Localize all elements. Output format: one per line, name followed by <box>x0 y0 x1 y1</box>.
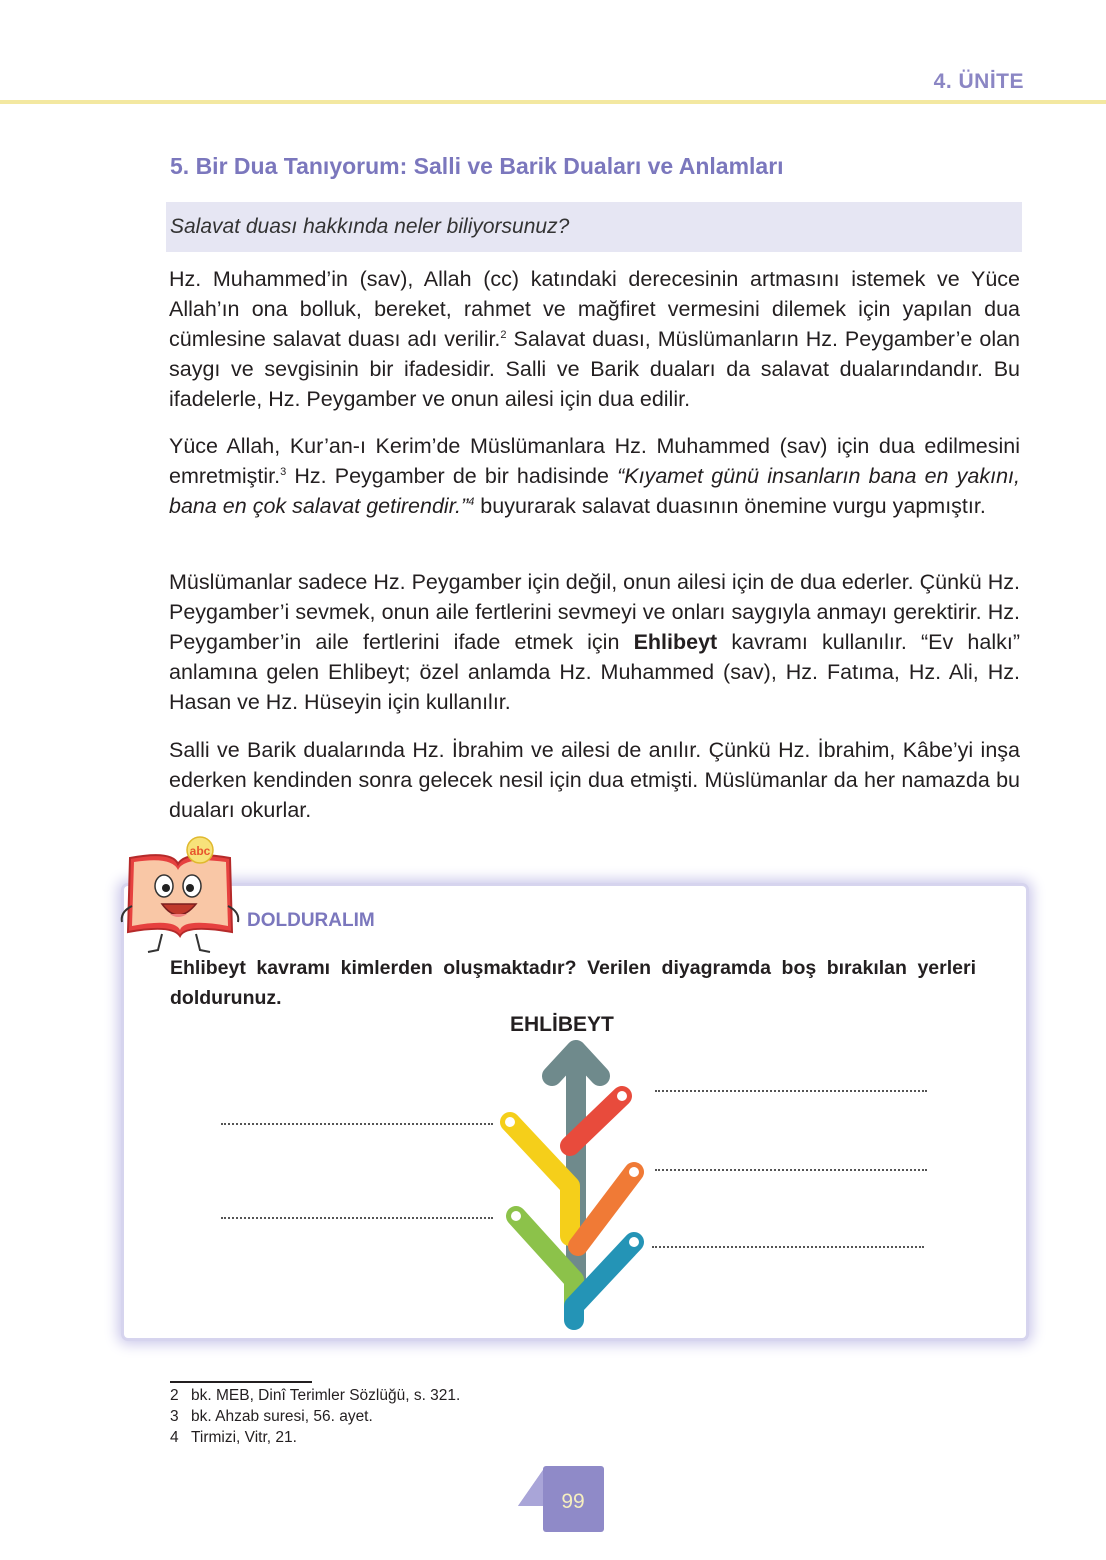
branch-blue-node <box>629 1237 639 1247</box>
paragraph-3-text-b: kavramı kullanılır. “Ev halkı” anlamına gelen Ehlibeyt; özel anlamda Hz. Muhammed (sav), Hz. Fatıma, Hz. Ali, Hz. Hasan ve Hz. Hüseyin için kullanılır. <box>169 630 1020 714</box>
branch-green-node <box>511 1211 521 1221</box>
footnote-item: 4 Tirmizi, Vitr, 21. <box>170 1429 297 1446</box>
paragraph-1-text-b: Salavat duası, Müslümanların Hz. Peygamber’e olan saygı ve sevgisinin bir ifadesidir. Salli ve Barik duaları da salavat dualarındandır. Bu ifadelerle, Hz. Peygamber ve onun ailesi için dua edilir. <box>169 327 1021 411</box>
ehlibeyt-tree-diagram <box>490 1036 650 1336</box>
branch-orange-node <box>629 1167 639 1177</box>
answer-blank-right-1[interactable] <box>655 1082 927 1092</box>
activity-title: DOLDURALIM <box>247 910 375 931</box>
answer-blank-right-3[interactable] <box>652 1238 924 1248</box>
answer-blank-left-1[interactable] <box>221 1115 493 1125</box>
answer-blank-right-2[interactable] <box>655 1161 927 1171</box>
question-bar <box>166 202 1022 252</box>
answer-blank-left-2[interactable] <box>221 1209 493 1219</box>
footnote-item: 3 bk. Ahzab suresi, 56. ayet. <box>170 1408 373 1425</box>
hadith-quote: “Kıyamet günü insanların bana en yakını, bana en çok salavat getirendir.” <box>169 464 1020 518</box>
paragraph-2-text-a: Yüce Allah, Kur’an-ı Kerim’de Müslümanlara Hz. Muhammed (sav) için dua edilmesini emretmiştir. <box>169 434 1020 488</box>
footnote-item: 2 bk. MEB, Dinî Terimler Sözlüğü, s. 321. <box>170 1387 461 1404</box>
header-rule <box>0 100 1106 104</box>
book-mascot-icon <box>112 836 246 956</box>
paragraph-1 <box>169 264 1020 414</box>
diagram-title: EHLİBEYT <box>510 1013 614 1036</box>
unit-label: 4. ÜNİTE <box>933 70 1024 93</box>
branch-orange <box>578 1172 634 1246</box>
page-number: 99 <box>561 1490 585 1513</box>
branch-red-node <box>617 1091 627 1101</box>
branch-yellow-node <box>505 1117 515 1127</box>
question-text: Salavat duası hakkında neler biliyorsunuz? <box>170 215 570 238</box>
paragraph-3-text-a: Müslümanlar sadece Hz. Peygamber için değil, onun ailesi için de dua ederler. Çünkü Hz. Peygamber’i sevmek, onun aile fertlerini sevmeyi ve onları saygıyla anmayı gerektirir. Hz. Peygamber’in aile fertlerini ifade etmek için <box>169 570 1020 654</box>
section-title: 5. Bir Dua Tanıyorum: Salli ve Barik Duaları ve Anlamları <box>170 153 784 179</box>
paragraph-2 <box>169 431 1020 521</box>
paragraph-4: Salli ve Barik dualarında Hz. İbrahim ve ailesi de anılır. Çünkü Hz. İbrahim, Kâbe’yi inşa ederken kendinden sonra gelecek nesil için dua etmişti. Müslümanlar da her namazda bu duaları okurlar. <box>169 738 1020 822</box>
footnote-ref-4: 4 <box>468 496 475 508</box>
footnote-rule <box>170 1381 312 1383</box>
paragraph-1-text-a: Hz. Muhammed’in (sav), Allah (cc) katındaki derecesinin artmasını istemek ve Yüce Allah’ın ona bolluk, bereket, rahmet ve mağfiret vermesini dilemek için yapılan dua cümlesine salavat duası adı verilir. <box>169 267 1020 351</box>
footnote-ref-3: 3 <box>280 466 287 478</box>
mascot-letters: abc <box>189 844 211 858</box>
paragraph-2-text-b: Hz. Peygamber de bir hadisinde <box>286 464 618 488</box>
footnote-ref-2: 2 <box>500 329 507 341</box>
footnotes <box>170 1385 460 1448</box>
paragraph-2-text-c: buyurarak salavat duasının önemine vurgu yapmıştır. <box>474 494 986 518</box>
paragraph-3 <box>169 567 1020 717</box>
ehlibeyt-term: Ehlibeyt <box>633 630 718 654</box>
activity-instruction: Ehlibeyt kavramı kimlerden oluşmaktadır? Verilen diyagramda boş bırakılan yerleri doldurunuz. <box>170 957 976 1009</box>
